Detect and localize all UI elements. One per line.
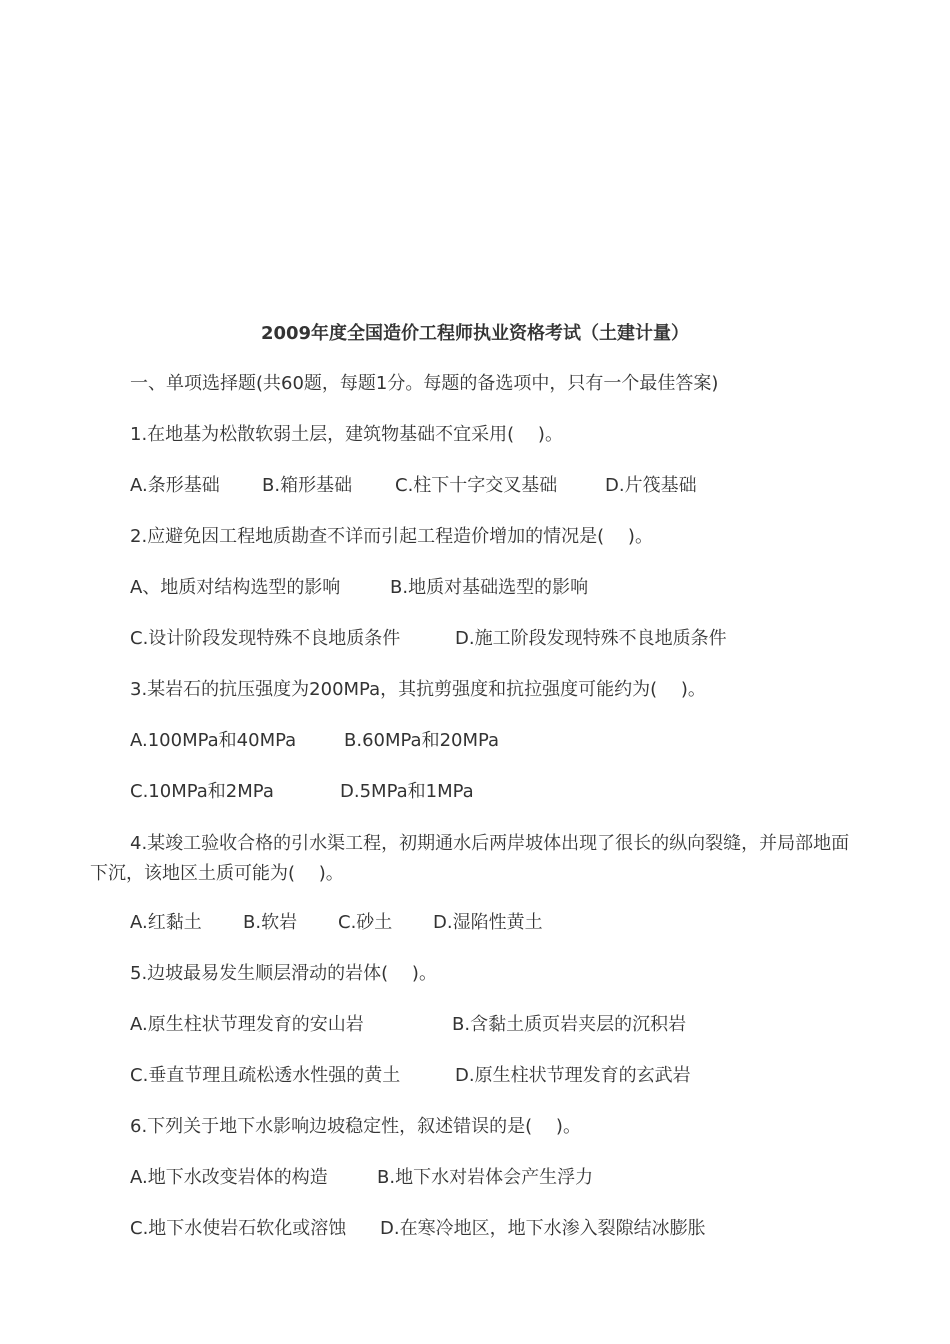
question-4-option-a: A.红黏土: [130, 912, 202, 933]
question-3-options-row-1: [130, 727, 499, 755]
question-6-option-c: C.地下水使岩石软化或溶蚀: [130, 1218, 347, 1239]
question-4-option-d: D.湿陷性黄土: [433, 912, 543, 933]
question-2-option-d: D.施工阶段发现特殊不良地质条件: [455, 628, 727, 649]
question-6-option-a: A.地下水改变岩体的构造: [130, 1167, 328, 1188]
question-2-option-c: C.设计阶段发现特殊不良地质条件: [130, 628, 401, 649]
question-2-option-b: B.地质对基础选型的影响: [390, 577, 589, 598]
question-3-option-a: A.100MPa和40MPa: [130, 730, 297, 751]
question-5-stem: 5.边坡最易发生顺层滑动的岩体( )。: [130, 963, 437, 984]
document-title: 2009年度全国造价工程师执业资格考试（土建计量）: [260, 323, 690, 344]
question-5-options-row-1: [130, 1011, 686, 1039]
question-6-option-d: D.在寒冷地区，地下水渗入裂隙结冰膨胀: [380, 1218, 706, 1239]
question-4-option-c: C.砂土: [338, 912, 393, 933]
question-1-option-b: B.箱形基础: [262, 475, 353, 496]
question-4-options: [130, 909, 543, 937]
question-5-option-d: D.原生柱状节理发育的玄武岩: [455, 1065, 691, 1086]
question-5-option-c: C.垂直节理且疏松透水性强的黄土: [130, 1065, 401, 1086]
question-6-stem: 6.下列关于地下水影响边坡稳定性，叙述错误的是( )。: [130, 1116, 581, 1137]
question-3-stem: 3.某岩石的抗压强度为200MPa，其抗剪强度和抗拉强度可能约为( )。: [130, 679, 706, 700]
question-2-options-row-1: [130, 574, 588, 602]
question-3-option-d: D.5MPa和1MPa: [340, 781, 474, 802]
question-6-options-row-1: [130, 1164, 593, 1192]
question-3-option-b: B.60MPa和20MPa: [344, 730, 500, 751]
question-1-stem: 1.在地基为松散软弱土层，建筑物基础不宜采用( )。: [130, 424, 563, 445]
question-1-option-a: A.条形基础: [130, 475, 220, 496]
question-5-option-b: B.含黏土质页岩夹层的沉积岩: [452, 1014, 687, 1035]
question-5-option-a: A.原生柱状节理发育的安山岩: [130, 1014, 364, 1035]
question-4-option-b: B.软岩: [243, 912, 298, 933]
question-2-option-a: A、地质对结构选型的影响: [130, 577, 341, 598]
question-1-option-c: C.柱下十字交叉基础: [395, 475, 558, 496]
question-1-options: [130, 472, 697, 500]
question-3-options-row-2: [130, 778, 474, 806]
question-6-options-row-2: [130, 1215, 706, 1243]
question-2-options-row-2: [130, 625, 727, 653]
question-5-options-row-2: [130, 1062, 691, 1090]
section-heading: 一、单项选择题(共60题，每题1分。每题的备选项中，只有一个最佳答案): [130, 373, 719, 394]
question-6-option-b: B.地下水对岩体会产生浮力: [377, 1167, 594, 1188]
question-3-option-c: C.10MPa和2MPa: [130, 781, 274, 802]
question-1-option-d: D.片筏基础: [605, 475, 697, 496]
question-2-stem: 2.应避免因工程地质勘查不详而引起工程造价增加的情况是( )。: [130, 526, 653, 547]
question-4-stem: 4.某竣工验收合格的引水渠工程，初期通水后两岸坡体出现了很长的纵向裂缝，并局部地面下沉，该地区土质可能为( )。: [90, 833, 850, 884]
